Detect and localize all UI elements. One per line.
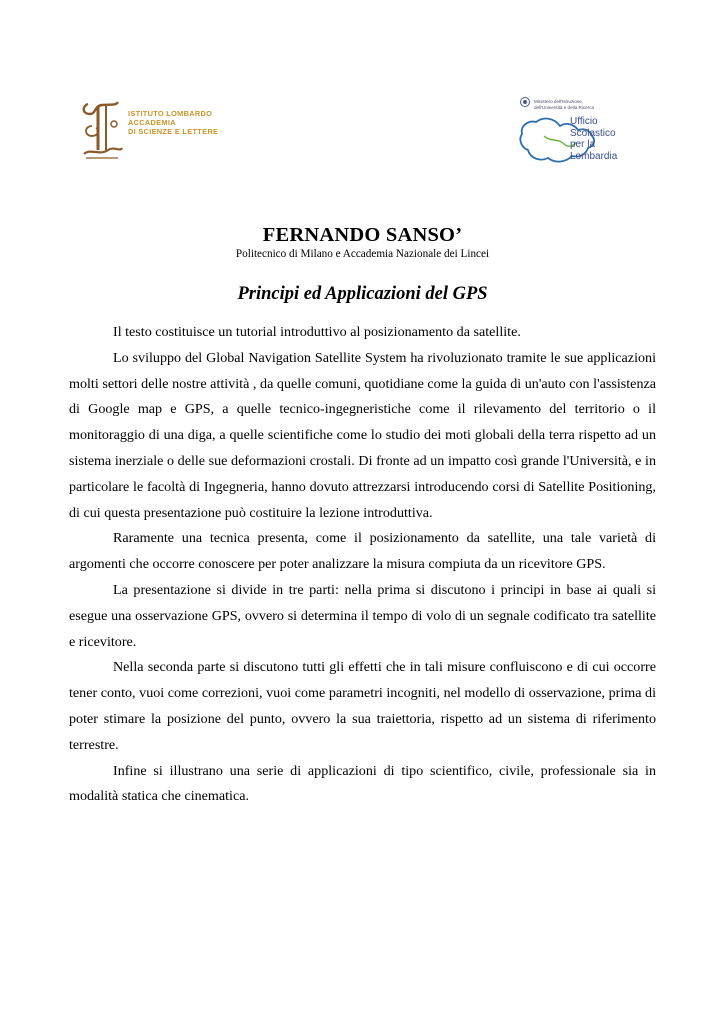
office-line: Lombardia <box>570 150 618 162</box>
office-line: Ufficio <box>570 116 598 127</box>
logo-line: DI SCIENZE E LETTERE <box>128 127 219 137</box>
istituto-lombardo-wordmark <box>128 109 218 137</box>
document-title: Principi ed Applicazioni del GPS <box>237 284 488 304</box>
logo-line: ISTITUTO LOMBARDO <box>128 109 213 118</box>
body-paragraph: Il testo costituisce un tutorial introduttivo al posizionamento da satellite. <box>113 324 521 340</box>
body-paragraph: La presentazione si divide in tre parti: nella prima si discutono i principi in base ai quali si esegue una osservazione GPS, ovvero si determina il tempo di volo di un segnale codificato tra satellite e ricevitore. <box>69 581 656 650</box>
office-line: per la <box>570 139 596 150</box>
document-body <box>69 320 656 810</box>
ufficio-scolastico-logo <box>514 96 644 176</box>
istituto-lombardo-monogram-icon <box>78 96 124 160</box>
office-wordmark <box>570 116 617 162</box>
body-paragraph: Infine si illustrano una serie di applicazioni di tipo scientifico, civile, professionale sia in modalità statica che cinematica. <box>69 762 656 805</box>
body-paragraph: Lo sviluppo del Global Navigation Satellite System ha rivoluzionato tramite le sue applicazioni molti settori delle nostre attività , da quelle comuni, quotidiane come la guida di un'auto con l'assistenza di Google map e GPS, a quelle tecnico-ingegneristiche come il rilevamento del territorio o il monitoraggio di una diga, a quelle scientifiche come lo studio dei moti globali della terra rispetto ad un sistema inerziale o delle sue deformazioni crostali. Di fronte ad un impatto così grande l'Università, e in particolare le facoltà di Ingegneria, hanno dovuto attrezzarsi introducendo corsi di Satellite Positioning, di cui questa presentazione può costituire la lezione introduttiva. <box>69 349 656 521</box>
ministry-line: dell'Università e della Ricerca <box>534 104 595 110</box>
body-paragraph: Raramente una tecnica presenta, come il posizionamento da satellite, una tale varietà di argomenti che occorre conoscere per poter analizzare la misura compiuta da un ricevitore GPS. <box>69 530 656 573</box>
ministry-line: Ministero dell'Istruzione, <box>534 99 584 104</box>
ministry-caption <box>534 99 594 110</box>
author-affiliation: Politecnico di Milano e Accademia Nazionale dei Lincei <box>235 248 490 260</box>
logo-line: ACCADEMIA <box>128 118 176 128</box>
istituto-lombardo-logo <box>78 96 278 160</box>
body-paragraph: Nella seconda parte si discutono tutti gli effetti che in tali misure confluiscono e di cui occorre tener conto, vuoi come correzioni, vuoi come parametri incogniti, nel modello di osservazione, prima di poter stimare la posizione del punto, ovvero la sua traiettoria, rispetto ad un sistema di riferimento terrestre. <box>69 659 656 753</box>
author-name: FERNANDO SANSO’ <box>262 224 463 246</box>
office-line: Scolastico <box>570 127 616 139</box>
